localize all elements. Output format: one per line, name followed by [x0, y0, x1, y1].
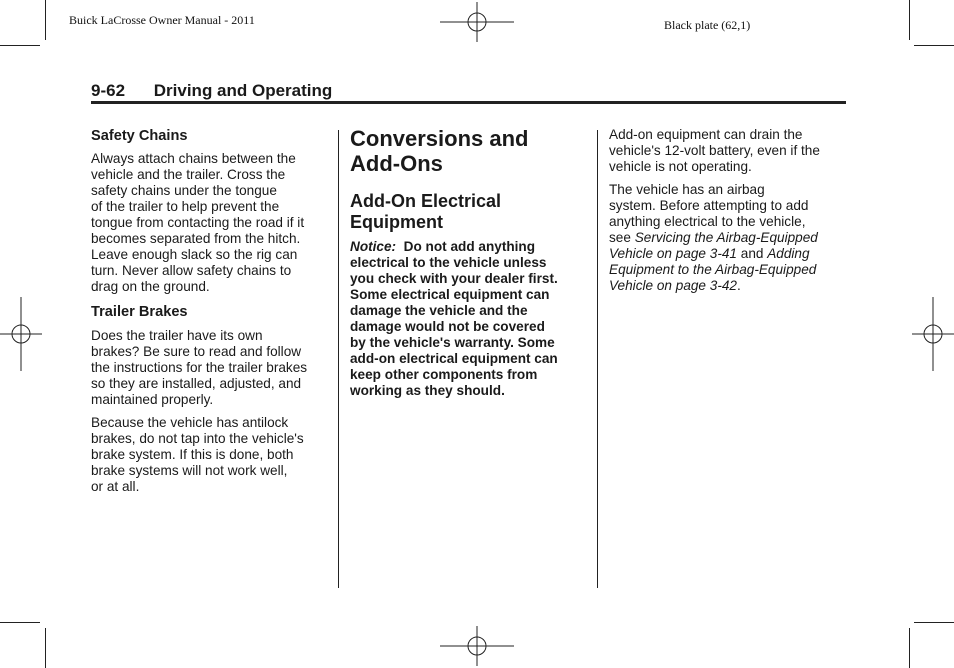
- page-number: 9-62: [91, 81, 126, 100]
- registration-mark-icon: [912, 297, 954, 371]
- running-header-manual: Buick LaCrosse Owner Manual - 2011: [69, 13, 255, 27]
- crop-mark: [909, 0, 910, 40]
- crop-mark: [45, 628, 46, 668]
- registration-mark-icon: [0, 297, 42, 371]
- section-title: Driving and Operating: [153, 81, 333, 100]
- crop-mark: [914, 622, 954, 623]
- subsection-title: Add-On Electrical Equipment: [350, 191, 502, 232]
- middle-column: [350, 126, 590, 399]
- page-reference-link[interactable]: Vehicle on page 3-41: [609, 246, 737, 261]
- trailer-brakes-text-1: Does the trailer have its own brakes? Be sure to read and follow the instructions for the trailer brakes so they are installed, adjusted, and maintained properly.: [91, 328, 308, 407]
- running-header-plate: Black plate (62,1): [664, 18, 751, 32]
- section-main-title: Conversions and Add-Ons: [350, 126, 529, 176]
- crop-mark: [45, 0, 46, 40]
- notice-block: Notice: Do not add anything electrical to the vehicle unless you check with your dealer first. Some electrical equipment can damage the vehicle and the damage would not be covered by the vehicle's warranty. Some add-on electrical equipment can keep other components from working as they should.: [350, 239, 558, 398]
- left-column: [91, 127, 331, 495]
- battery-drain-text: Add-on equipment can drain the vehicle's 12-volt battery, even if the vehicle is not operating.: [609, 127, 820, 174]
- notice-label: Notice:: [350, 239, 397, 254]
- page-reference-link[interactable]: Equipment to the Airbag-Equipped: [609, 262, 817, 277]
- page-reference-link[interactable]: Servicing the Airbag-Equipped: [634, 230, 818, 245]
- right-column: [609, 127, 849, 294]
- trailer-brakes-text-2: Because the vehicle has antilock brakes, do not tap into the vehicle's brake system. If this is done, both brake systems will not work well, or at all.: [91, 415, 304, 494]
- page-reference-link[interactable]: Adding: [767, 246, 810, 261]
- crop-mark: [0, 622, 40, 623]
- page-header: [91, 81, 332, 101]
- registration-mark-icon: [440, 2, 514, 42]
- crop-mark: [909, 628, 910, 668]
- column-divider: [338, 130, 339, 588]
- safety-chains-text: Always attach chains between the vehicle and the trailer. Cross the safety chains under the tongue of the trailer to help prevent the tongue from contacting the road if it becomes separated from the hitch. Leave enough slack so the rig can turn. Never allow safety chains to drag on the ground.: [91, 151, 305, 294]
- crop-mark: [0, 45, 40, 46]
- page-reference-link[interactable]: Vehicle on page 3-42: [609, 278, 737, 293]
- airbag-text: The vehicle has an airbag system. Before attempting to add anything electrical to the vehicle, see Servicing the Airbag-Equipped Vehicle on page 3-41 and Adding Equipment to the Airbag-Equipped Vehicle on page 3-42.: [609, 182, 818, 293]
- trailer-brakes-heading: Trailer Brakes: [91, 304, 188, 320]
- safety-chains-heading: Safety Chains: [91, 128, 188, 144]
- column-divider: [597, 130, 598, 588]
- header-rule: [91, 101, 846, 104]
- registration-mark-icon: [440, 626, 514, 666]
- crop-mark: [914, 45, 954, 46]
